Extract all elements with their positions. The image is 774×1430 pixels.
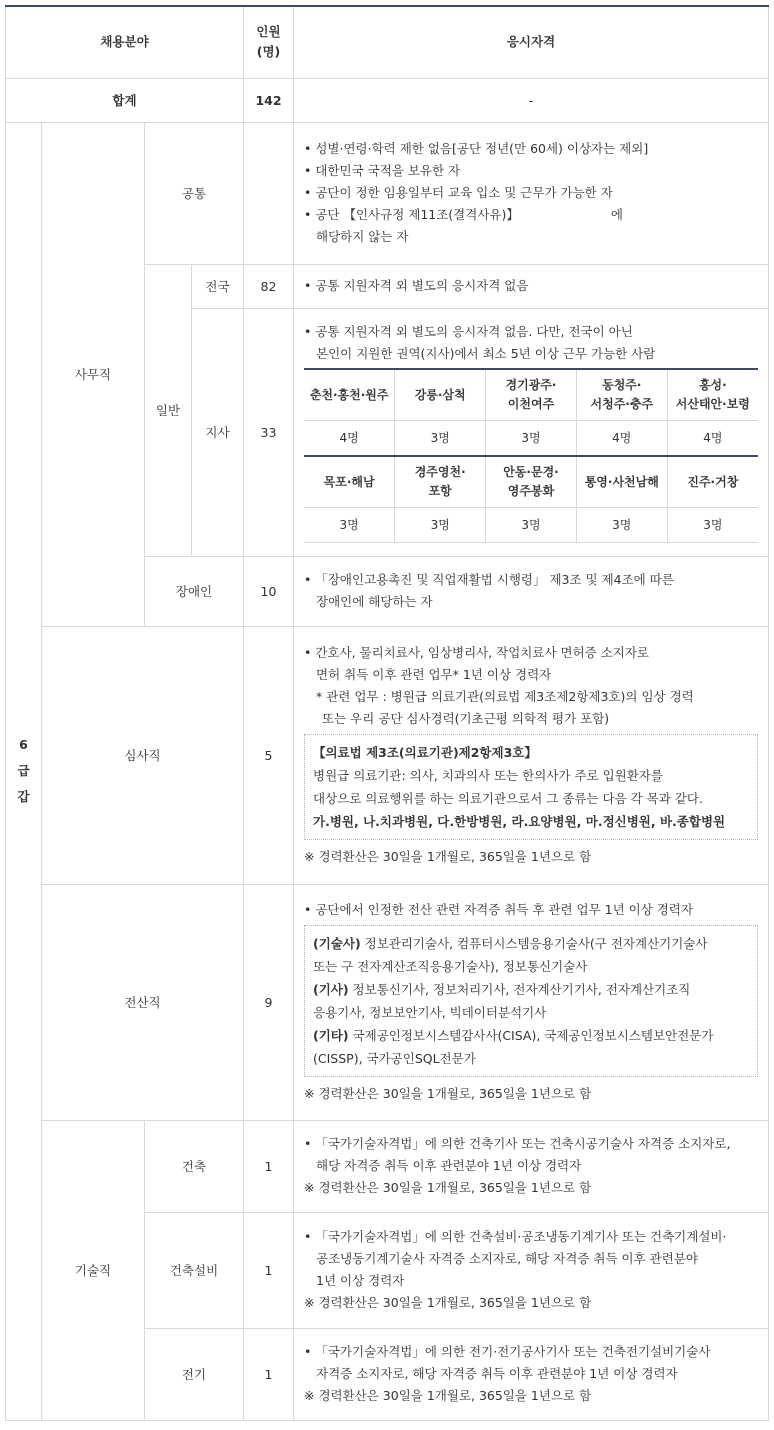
law-box-title: 【의료법 제3조(의료기관)제2항제3호】 — [313, 745, 537, 760]
qual-line: • 대한민국 국적을 보유한 자 — [304, 163, 461, 178]
region-name: 진주·거창 — [667, 456, 758, 508]
cert-box — [304, 925, 758, 1077]
admin-branch-count: 33 — [244, 308, 294, 556]
qual-text: 에 — [610, 207, 623, 222]
cert-text: 정보관리기술사, 컴퓨터시스템응용기술사(구 전자계산기기술사 — [360, 936, 708, 951]
admin-disabled-count: 10 — [244, 556, 294, 626]
tech-building-count: 1 — [244, 1120, 294, 1212]
qual-line: * 관련 업무 : 병원급 의료기관(의료법 제3조제2항제3호)의 임상 경력 — [316, 689, 694, 704]
region-name — [486, 369, 577, 421]
admin-common-label: 공통 — [145, 122, 244, 264]
career-note: ※ 경력환산은 30일을 1개월로, 365일을 1년으로 함 — [304, 1086, 592, 1101]
region-count: 3명 — [486, 421, 577, 457]
qual-line: 해당하지 않는 자 — [316, 229, 409, 244]
cert-line: 또는 구 전자계산조직응용기술사), 정보통신기술사 — [313, 959, 588, 974]
law-box-line: 병원급 의료기관: 의사, 치과의사 또는 한의사가 주로 입원환자를 — [313, 768, 663, 783]
admin-common-row — [6, 122, 769, 264]
admin-disabled-qual — [294, 556, 769, 626]
region-name: 강릉·삼척 — [395, 369, 486, 421]
admin-national-label: 전국 — [192, 264, 244, 308]
law-box-bold: 가.병원, 나.치과병원, 다.한방병원, 라.요양병원, 마.정신병원, 바.종합병원 — [313, 814, 726, 829]
qual-line: • 공단에서 인정한 전산 관련 자격증 취득 후 관련 업무 1년 이상 경력자 — [304, 902, 694, 917]
qual-text: • 공단 【인사규정 제11조(결격사유)】 — [304, 207, 519, 222]
region-name-line: 동청주· — [602, 378, 642, 392]
region-name-line: 포항 — [428, 484, 452, 498]
region-name-line: 영주봉화 — [507, 484, 555, 498]
qual-line: 공조냉동기계기술사 자격증 소지자로, 해당 자격증 취득 이후 관련분야 — [316, 1251, 698, 1266]
career-note: ※ 경력환산은 30일을 1개월로, 365일을 1년으로 함 — [304, 1388, 592, 1403]
admin-general-label: 일반 — [145, 264, 192, 556]
tech-facility-label: 건축설비 — [145, 1212, 244, 1328]
region-count: 3명 — [486, 508, 577, 543]
header-count-line1: 인원 — [256, 24, 281, 40]
review-qual — [294, 626, 769, 884]
qual-line: 또는 우리 공단 심사경력(기초근평 의학적 평가 포함) — [322, 711, 610, 726]
admin-national-qual — [294, 264, 769, 308]
region-table — [304, 368, 758, 543]
admin-common-qual — [294, 122, 769, 264]
qual-line: 장애인에 해당하는 자 — [316, 594, 433, 609]
cert-line: (CISSP), 국가공인SQL전문가 — [313, 1051, 476, 1066]
header-field: 채용분야 — [6, 6, 244, 78]
admin-national-count: 82 — [244, 264, 294, 308]
qual-line: • 공단이 정한 임용일부터 교육 입소 및 근무가 가능한 자 — [304, 185, 613, 200]
it-row — [6, 884, 769, 1120]
admin-common-count — [244, 122, 294, 264]
career-note: ※ 경력환산은 30일을 1개월로, 365일을 1년으로 함 — [304, 1180, 592, 1195]
tech-facility-count: 1 — [244, 1212, 294, 1328]
region-name-row — [304, 369, 758, 421]
qual-line: • 간호사, 물리치료사, 임상병리사, 작업치료사 면허증 소지자로 — [304, 645, 650, 660]
tech-facility-qual — [294, 1212, 769, 1328]
table-header-row — [6, 6, 769, 78]
recruitment-table — [5, 5, 769, 1421]
career-note: ※ 경력환산은 30일을 1개월로, 365일을 1년으로 함 — [304, 849, 592, 864]
header-qualification: 응시자격 — [294, 6, 769, 78]
law-box — [304, 734, 758, 840]
cert-line — [313, 932, 749, 955]
qual-line: 면허 취득 이후 관련 업무* 1년 이상 경력자 — [316, 667, 552, 682]
region-name-line: 서산태안·보령 — [675, 397, 750, 411]
admin-disabled-label: 장애인 — [145, 556, 244, 626]
region-count-row — [304, 508, 758, 543]
tech-electric-qual — [294, 1328, 769, 1420]
qual-line: • 「국가기술자격법」에 의한 전기·전기공사기사 또는 건축전기설비기술사 — [304, 1344, 711, 1359]
region-name — [667, 369, 758, 421]
qual-line: 본인이 지원한 권역(지사)에서 최소 5년 이상 근무 가능한 사람 — [316, 346, 656, 361]
region-count: 3명 — [395, 421, 486, 457]
cert-line — [313, 1024, 749, 1047]
review-row — [6, 626, 769, 884]
qual-line: 1년 이상 경력자 — [316, 1273, 405, 1288]
cert-category: (기타) — [313, 1028, 349, 1043]
cert-category: (기술사) — [313, 936, 361, 951]
region-name — [486, 456, 577, 508]
region-name-line: 서청주·충주 — [590, 397, 654, 411]
grade-label — [6, 122, 42, 1420]
cert-category: (기사) — [313, 982, 349, 997]
total-count: 142 — [244, 78, 294, 122]
qual-line: 해당 자격증 취득 이후 관련분야 1년 이상 경력자 — [316, 1158, 582, 1173]
region-name — [395, 456, 486, 508]
qual-line: • 공통 지원자격 외 별도의 응시자격 없음. 다만, 전국이 아닌 — [304, 324, 633, 339]
review-label: 심사직 — [42, 626, 244, 884]
grade-line3: 갑 — [17, 789, 30, 804]
cert-line: 응용기사, 정보보안기사, 빅데이터분석기사 — [313, 1005, 547, 1020]
cert-line — [313, 978, 749, 1001]
qual-line: • 성별·연령·학력 제한 없음[공단 정년(만 60세) 이상자는 제외] — [304, 141, 649, 156]
tech-electric-label: 전기 — [145, 1328, 244, 1420]
tech-label: 기술직 — [42, 1120, 145, 1420]
review-count: 5 — [244, 626, 294, 884]
region-count: 3명 — [667, 508, 758, 543]
tech-building-label: 건축 — [145, 1120, 244, 1212]
admin-branch-qual — [294, 308, 769, 556]
region-count: 4명 — [667, 421, 758, 457]
tech-building-qual — [294, 1120, 769, 1212]
tech-building-row — [6, 1120, 769, 1212]
header-count — [244, 6, 294, 78]
it-count: 9 — [244, 884, 294, 1120]
region-name-row — [304, 456, 758, 508]
total-row — [6, 78, 769, 122]
region-name-line: 안동·문경· — [503, 465, 559, 479]
region-name-line: 홍성· — [698, 378, 727, 392]
region-name: 춘천·홍천·원주 — [304, 369, 395, 421]
region-name-line: 이천여주 — [507, 397, 555, 411]
region-name-line: 경기광주· — [505, 378, 557, 392]
total-qual: - — [294, 78, 769, 122]
region-name — [576, 369, 667, 421]
grade-line1: 6 — [19, 737, 28, 752]
career-note: ※ 경력환산은 30일을 1개월로, 365일을 1년으로 함 — [304, 1295, 592, 1310]
qual-line: • 공통 지원자격 외 별도의 응시자격 없음 — [304, 278, 529, 293]
it-qual — [294, 884, 769, 1120]
law-box-line: 대상으로 의료행위를 하는 의료기관으로서 그 종류는 다음 각 목과 같다. — [313, 791, 703, 806]
region-count: 3명 — [304, 508, 395, 543]
region-name-line: 경주영천· — [414, 465, 466, 479]
cert-text: 정보통신기사, 정보처리기사, 전자계산기기사, 전자계산기조직 — [348, 982, 691, 997]
region-name: 통영·사천남해 — [576, 456, 667, 508]
admin-branch-label: 지사 — [192, 308, 244, 556]
it-label: 전산직 — [42, 884, 244, 1120]
admin-label: 사무직 — [42, 122, 145, 626]
region-count-row — [304, 421, 758, 457]
qual-line: 자격증 소지자로, 해당 자격증 취득 이후 관련분야 1년 이상 경력자 — [316, 1366, 678, 1381]
tech-electric-count: 1 — [244, 1328, 294, 1420]
header-count-line2: (명) — [256, 44, 281, 60]
region-count: 3명 — [395, 508, 486, 543]
region-name: 목포·해남 — [304, 456, 395, 508]
qual-line: • 「장애인고용촉진 및 직업재활법 시행령」 제3조 및 제4조에 따른 — [304, 572, 674, 587]
cert-text: 국제공인정보시스템감사사(CISA), 국제공인정보시스템보안전문가 — [348, 1028, 714, 1043]
total-label: 합계 — [6, 78, 244, 122]
qual-line: • 「국가기술자격법」에 의한 건축기사 또는 건축시공기술사 자격증 소지자로, — [304, 1136, 731, 1151]
qual-line: • 「국가기술자격법」에 의한 건축설비·공조냉동기계기사 또는 건축기계설비· — [304, 1229, 727, 1244]
region-count: 4명 — [304, 421, 395, 457]
region-count: 4명 — [576, 421, 667, 457]
qual-line — [304, 204, 758, 226]
region-count: 3명 — [576, 508, 667, 543]
grade-line2: 급 — [17, 763, 30, 778]
